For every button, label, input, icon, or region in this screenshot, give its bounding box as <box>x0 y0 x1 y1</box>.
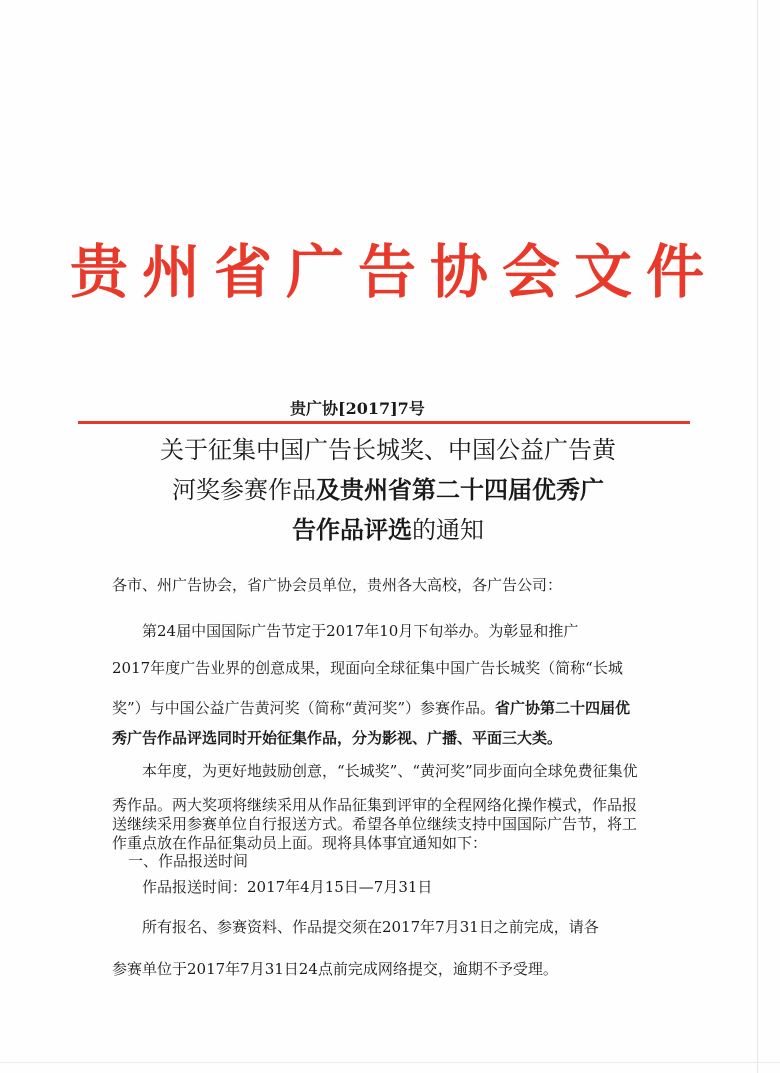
submission-period: 作品报送时间：2017年4月15日—7月31日 <box>142 878 433 896</box>
title-line-3-bold: 告作品评选 <box>292 515 412 544</box>
paragraph-2-line-1: 本年度，为更好地鼓励创意，“长城奖”、“黄河奖”同步面向全球免费征集优 <box>142 762 638 780</box>
notice-title <box>108 430 668 550</box>
salutation: 各市、州广告协会，省广协会员单位，贵州各大高校，各广告公司： <box>112 576 563 594</box>
paragraph-2-line-2: 秀作品。两大奖项将继续采用从作品征集到评审的全程网络化操作模式，作品报 <box>112 796 638 814</box>
title-line-3 <box>108 510 668 550</box>
paragraph-1-line-3-normal: 奖”）与中国公益广告黄河奖（简称“黄河奖”）参赛作品。 <box>112 699 496 717</box>
paragraph-1-line-4: 秀广告作品评选同时开始征集作品，分为影视、广播、平面三大类。 <box>112 729 563 747</box>
section-1-heading: 一、作品报送时间 <box>128 852 249 870</box>
title-line-2 <box>108 470 668 510</box>
title-line-2-normal: 河奖参赛作品 <box>172 476 316 504</box>
title-line-1: 关于征集中国广告长城奖、中国公益广告黄 <box>160 436 616 464</box>
paragraph-1-line-3 <box>112 697 647 718</box>
org-header-title: 贵州省广告协会文件 <box>70 238 719 306</box>
section-1-paragraph-line-1: 所有报名、参赛资料、作品提交须在2017年7月31日之前完成，请各 <box>142 918 599 936</box>
scan-edge-right <box>757 0 758 1073</box>
paragraph-2-line-3: 送继续采用参赛单位自行报送方式。希望各单位继续支持中国国际广告节，将工 <box>112 815 638 833</box>
paragraph-2-line-4: 作重点放在作品征集动员上面。现将具体事宜通知如下： <box>112 834 488 852</box>
paragraph-1-line-2: 2017年度广告业界的创意成果，现面向全球征集中国广告长城奖（简称“长城 <box>112 659 623 677</box>
scan-edge-bottom <box>0 1062 780 1063</box>
paragraph-1-line-3-bold: 省广协第二十四届优 <box>495 699 631 717</box>
paragraph-1-line-1: 第24届中国国际广告节定于2017年10月下旬举办。为彰显和推广 <box>142 622 579 640</box>
document-number: 贵广协[2017]7号 <box>290 399 425 418</box>
section-1-paragraph-line-2: 参赛单位于2017年7月31日24点前完成网络提交，逾期不予受理。 <box>112 960 558 978</box>
title-line-2-bold: 及贵州省第二十四届优秀广 <box>316 475 604 504</box>
red-divider-line <box>78 421 690 424</box>
title-line-3-normal: 的通知 <box>412 516 484 544</box>
